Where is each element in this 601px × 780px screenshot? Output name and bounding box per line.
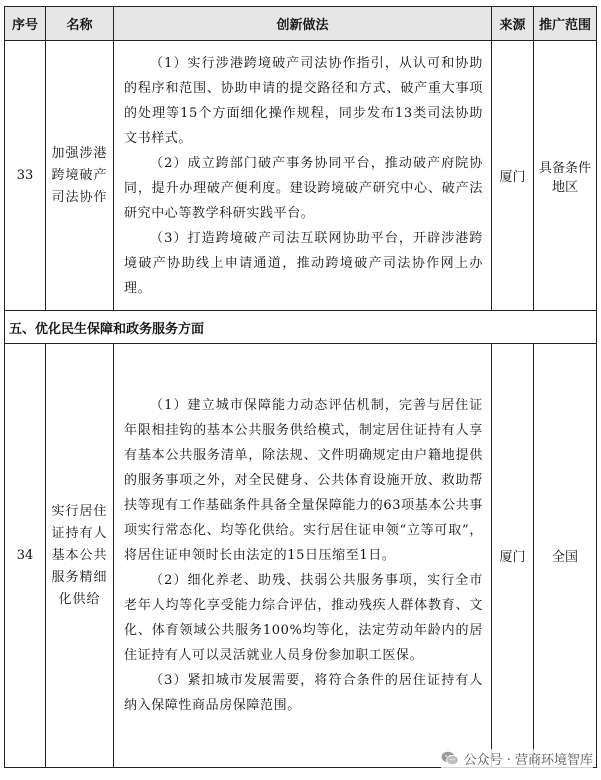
- table-header: [5, 7, 597, 41]
- header-scope: 推广范围: [534, 7, 597, 41]
- row-method: [114, 344, 492, 768]
- section-row: [5, 311, 597, 344]
- table-row: [5, 344, 597, 768]
- method-paragraph: （3）紧扣城市发展需要，将符合条件的居住证持有人纳入保障性商品房保障范围。: [124, 673, 483, 713]
- header-name: 名称: [46, 7, 114, 41]
- row-name: 实行居住证持有人基本公共服务精细化供给: [46, 344, 114, 768]
- method-paragraph: （1）建立城市保障能力动态评估机制，完善与居住证年限相挂钩的基本公共服务供给模式，制定居住证持有人享有基本公共服务清单，除法规、文件明确规定由户籍地提供的服务事项之外，对全民健身、公共体育设施开放、救助帮扶等现有工作基础条件具备全量保障能力的63项基本公共事项实行常态化、均等化供给。实行居住证申领“立等可取”，将居住证申领时长由法定的15日压缩至1日。: [124, 398, 483, 563]
- header-method: 创新做法: [114, 7, 492, 41]
- section-title: 五、优化民生保障和政务服务方面: [5, 311, 597, 344]
- row-source: 厦门: [492, 41, 534, 311]
- row-no: 33: [5, 41, 46, 311]
- header-no: 序号: [5, 7, 46, 41]
- method-paragraph: （3）打造跨境破产司法互联网协助平台，开辟涉港跨境破产协助线上申请通道，推动跨境破产司法协作网上办理。: [124, 230, 483, 296]
- method-paragraph: （1）实行涉港跨境破产司法协作指引，从认可和协助的程序和范围、协助申请的提交路径和方式、破产重大事项的处理等15个方面细化操作规程，同步发布13类司法协助文书样式。: [124, 55, 483, 146]
- row-scope: 全国: [534, 344, 597, 768]
- row-method: [114, 41, 492, 311]
- wechat-icon: [441, 751, 459, 766]
- table-row: [5, 41, 597, 311]
- method-paragraph: （2）细化养老、助残、扶弱公共服务事项，实行全市老年人均等化享受能力综合评估，推动残疾人群体教育、文化、体育领域公共服务100%均等化，法定劳动年龄内的居住证持有人可以灵活就业人员身份参加职工医保。: [124, 573, 483, 663]
- row-source: 厦门: [492, 344, 534, 768]
- row-name: 加强涉港跨境破产司法协作: [46, 41, 114, 311]
- row-no: 34: [5, 344, 46, 768]
- watermark: [441, 749, 593, 768]
- row-scope: 具备条件地区: [534, 41, 597, 311]
- innovation-table: [4, 6, 597, 768]
- method-paragraph: （2）成立跨部门破产事务协同平台，推动破产府院协同，提升办理破产便利度。建设跨境破产研究中心、破产法研究中心等教学科研实践平台。: [124, 155, 483, 221]
- watermark-text: 公众号 · 营商环境智库: [463, 753, 593, 768]
- header-source: 来源: [492, 7, 534, 41]
